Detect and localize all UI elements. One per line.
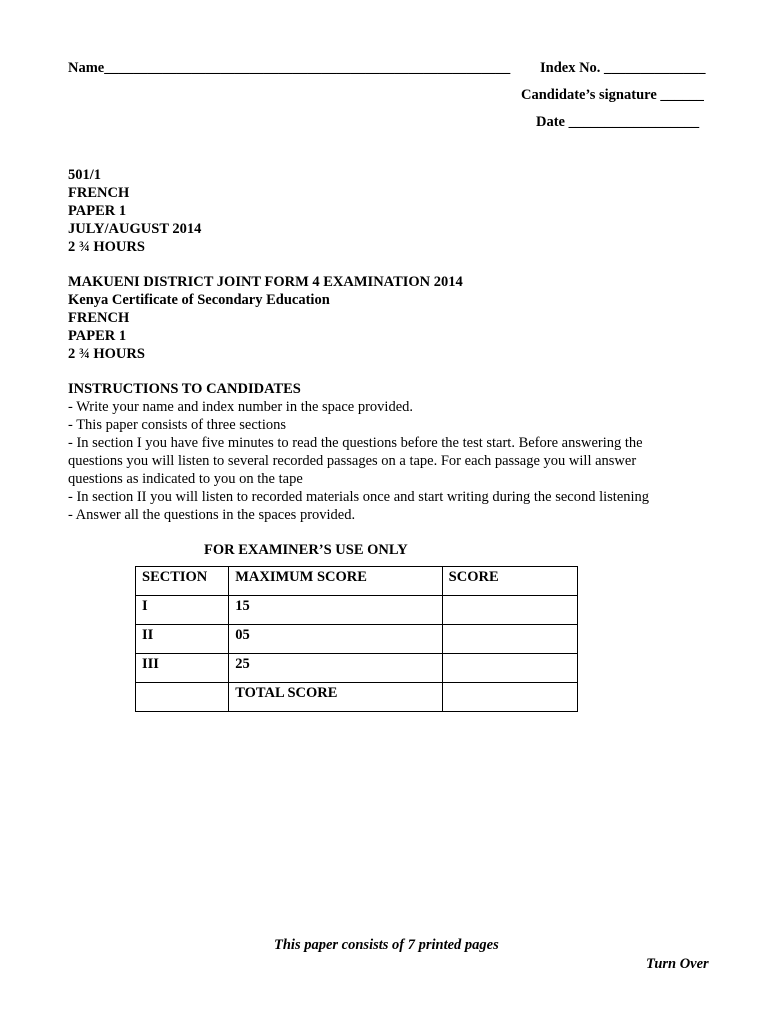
table-header-section: SECTION	[136, 567, 229, 596]
instruction-line: - In section II you will listen to recorded materials once and start writing during the second listening	[68, 489, 650, 505]
table-cell-max-score: 25	[229, 654, 442, 683]
table-row	[136, 625, 578, 654]
name-field-label: Name________________________________________________________	[68, 60, 511, 76]
instruction-line: - Write your name and index number in the space provided.	[68, 399, 414, 415]
table-cell-score	[442, 625, 577, 654]
paper-duration: 2 ¾ HOURS	[68, 239, 145, 255]
table-cell-score	[442, 596, 577, 625]
table-cell-section: II	[136, 625, 229, 654]
paper-number: PAPER 1	[68, 203, 127, 219]
instruction-line: - In section I you have five minutes to read the questions before the test start. Before answering the	[68, 435, 643, 451]
table-header-row	[136, 567, 578, 596]
index-number-label: Index No. ______________	[540, 60, 706, 76]
exam-subject: FRENCH	[68, 310, 130, 326]
table-cell-section: I	[136, 596, 229, 625]
turn-over-note: Turn Over	[646, 956, 709, 972]
table-header-max-score: MAXIMUM SCORE	[229, 567, 442, 596]
exam-certificate: Kenya Certificate of Secondary Education	[68, 292, 330, 308]
table-cell-max-score: 05	[229, 625, 442, 654]
table-cell-total-label: TOTAL SCORE	[229, 683, 442, 712]
exam-title: MAKUENI DISTRICT JOINT FORM 4 EXAMINATION 2014	[68, 274, 463, 290]
exam-duration: 2 ¾ HOURS	[68, 346, 145, 362]
instruction-line: - Answer all the questions in the spaces provided.	[68, 507, 356, 523]
paper-subject: FRENCH	[68, 185, 130, 201]
table-total-row	[136, 683, 578, 712]
table-row	[136, 596, 578, 625]
table-cell-section	[136, 683, 229, 712]
instruction-line: questions you will listen to several recorded passages on a tape. For each passage you will answer	[68, 453, 637, 469]
table-cell-max-score: 15	[229, 596, 442, 625]
exam-paper: PAPER 1	[68, 328, 127, 344]
date-label: Date __________________	[536, 114, 700, 130]
paper-date: JULY/AUGUST 2014	[68, 221, 202, 237]
candidate-signature-label: Candidate’s signature ______	[521, 87, 704, 103]
instruction-line: questions as indicated to you on the tape	[68, 471, 303, 487]
table-cell-section: III	[136, 654, 229, 683]
pages-note: This paper consists of 7 printed pages	[274, 937, 499, 953]
table-row	[136, 654, 578, 683]
instructions-title: INSTRUCTIONS TO CANDIDATES	[68, 381, 301, 397]
paper-code: 501/1	[68, 167, 102, 183]
examiner-score-table	[135, 566, 578, 712]
instruction-line: - This paper consists of three sections	[68, 417, 286, 433]
examiner-table-title: FOR EXAMINER’S USE ONLY	[204, 542, 408, 558]
table-cell-score	[442, 654, 577, 683]
table-header-score: SCORE	[442, 567, 577, 596]
table-cell-score	[442, 683, 577, 712]
